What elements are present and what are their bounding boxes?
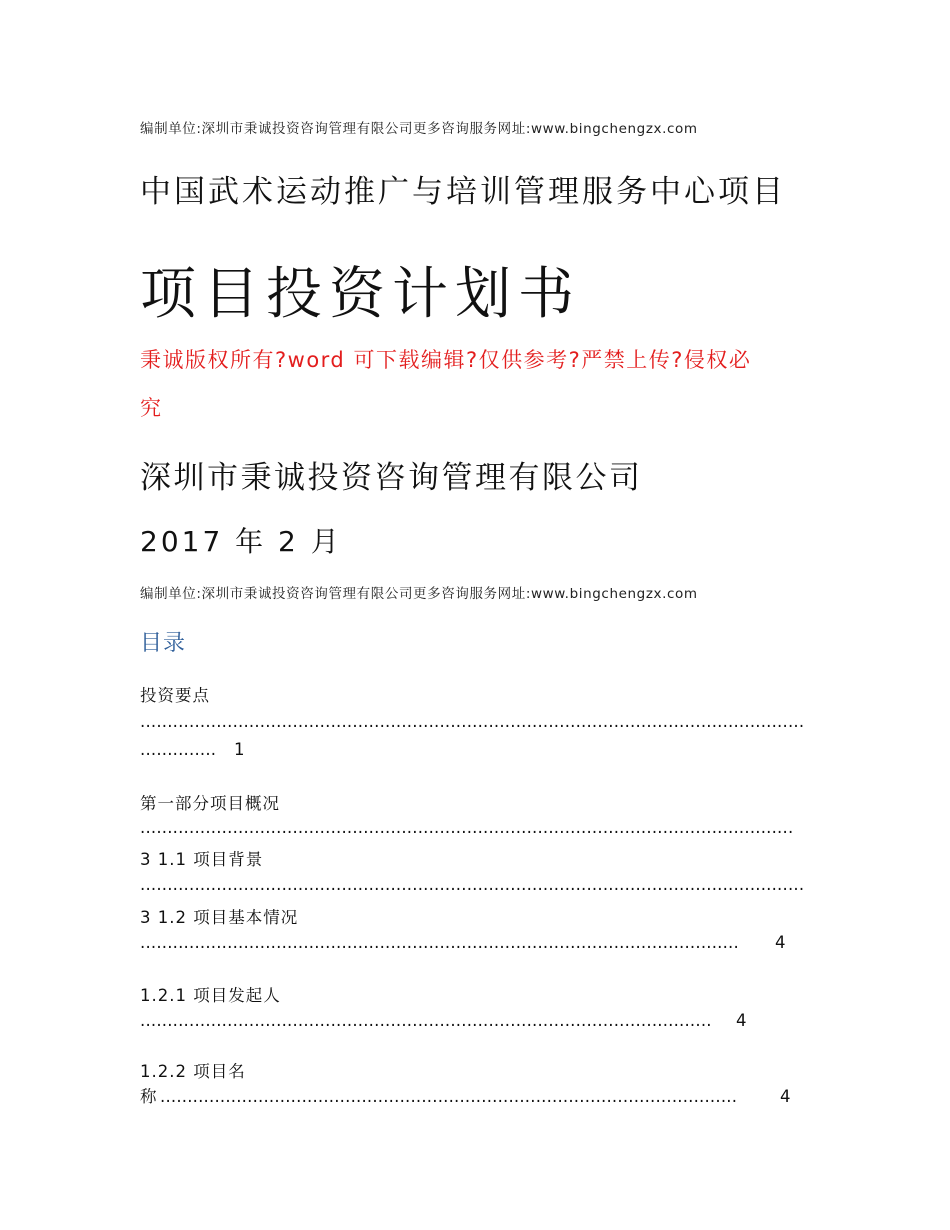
toc-heading: 目录 — [140, 631, 187, 656]
toc-page-number: 4 — [775, 933, 786, 952]
toc-leader-dots: .......................................................................................................... — [160, 1087, 738, 1106]
toc-entry-title: 3 1.1 项目背景 — [140, 850, 264, 869]
toc-entry-title: 投资要点 — [140, 686, 210, 705]
toc-leader-dots: ......................................................................................................... — [140, 1011, 712, 1030]
toc-leader-dots: .............................................................................................................. — [140, 933, 739, 952]
toc-entry-title: 3 1.2 项目基本情况 — [140, 908, 299, 927]
toc-leader-dots: .............. — [140, 740, 217, 759]
header-line-repeat: 编制单位:深圳市秉诚投资咨询管理有限公司更多咨询服务网址:www.bingchengzx.com — [140, 586, 698, 602]
toc-page-number: 1 — [234, 740, 245, 759]
toc-page-number: 4 — [736, 1011, 747, 1030]
company-name: 深圳市秉诚投资咨询管理有限公司 — [140, 460, 643, 496]
project-title: 中国武术运动推广与培训管理服务中心项目 — [140, 174, 786, 210]
toc-leader-dots: .......................................................................................................................... — [140, 712, 805, 731]
toc-leader-dots: .......................................................................................................................... — [140, 875, 805, 894]
toc-leader-dots: ........................................................................................................................ — [140, 818, 794, 837]
document-date: 2017 年 2 月 — [140, 525, 342, 558]
plan-title: 项目投资计划书 — [140, 262, 581, 327]
copyright-notice-line-2: 究 — [140, 396, 163, 420]
toc-entry-title: 第一部分项目概况 — [140, 794, 280, 813]
header-line: 编制单位:深圳市秉诚投资咨询管理有限公司更多咨询服务网址:www.bingchengzx.com — [140, 121, 698, 137]
toc-entry-title-continued: 称 — [140, 1087, 158, 1106]
toc-entry-title: 1.2.1 项目发起人 — [140, 986, 281, 1005]
toc-entry-title: 1.2.2 项目名 — [140, 1062, 246, 1081]
copyright-notice-line-1: 秉诚版权所有?word 可下载编辑?仅供参考?严禁上传?侵权必 — [140, 348, 752, 372]
toc-page-number: 4 — [780, 1087, 791, 1106]
